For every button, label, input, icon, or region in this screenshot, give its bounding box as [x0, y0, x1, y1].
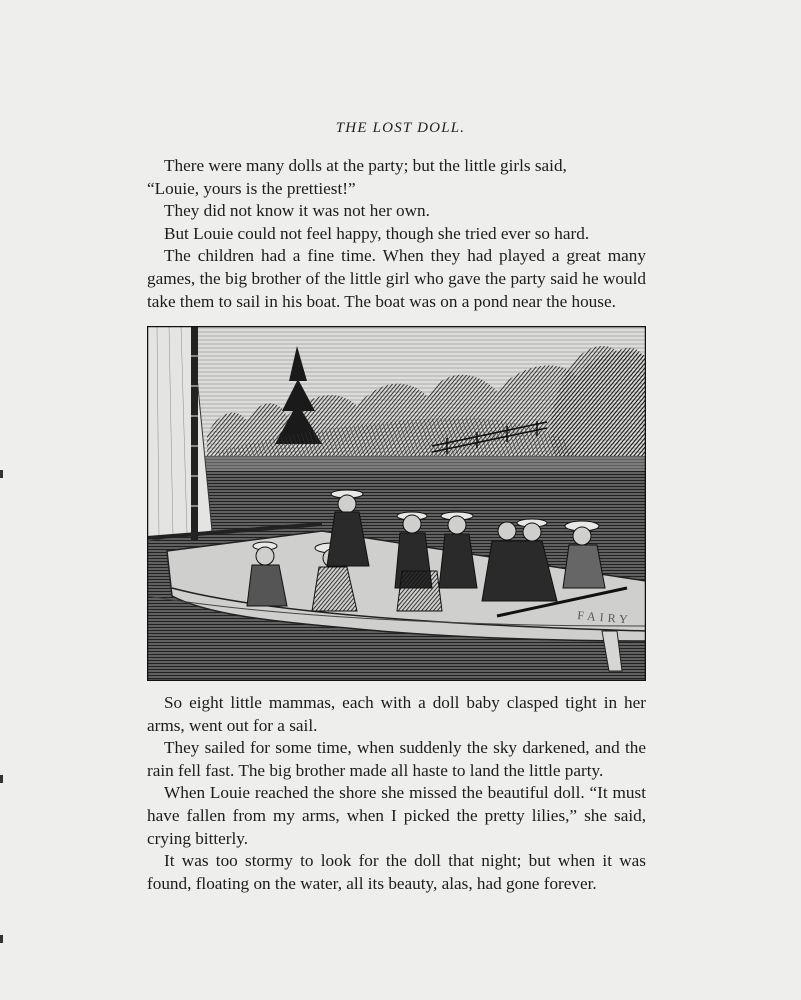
paragraph: It was too stormy to look for the doll that night; but when it was found, floating on the water, all its beauty, alas, had gone forever.: [147, 851, 646, 893]
mast: [191, 326, 198, 541]
boat-name: FAIRY: [576, 608, 633, 627]
top-text-block: [147, 155, 646, 313]
page-edge-mark: [0, 470, 3, 478]
page-edge-mark: [0, 775, 3, 783]
paragraph: But Louie could not feel happy, though she tried ever so hard.: [164, 223, 590, 243]
paragraph: So eight little mammas, each with a doll baby clasped tight in her arms, went out for a sail.: [147, 693, 646, 735]
paragraph: “Louie, yours is the prettiest!”: [147, 178, 356, 198]
paragraph: When Louie reached the shore she missed the beautiful doll. “It must have fallen from my arms, when I picked the pretty lilies,” she said, crying bitterly.: [147, 783, 646, 848]
page-edge-mark: [0, 935, 3, 943]
bottom-text-block: [147, 692, 646, 895]
running-head: THE LOST DOLL.: [335, 120, 466, 136]
paragraph: The children had a fine time. When they had played a great many games, the big brother of the little girl who gave the party said he would take them to sail in his boat. The boat was on a pond near the house.: [147, 246, 646, 311]
engraving-illustration: [147, 326, 646, 681]
paragraph: They did not know it was not her own.: [164, 201, 430, 221]
paragraph: They sailed for some time, when suddenly the sky darkened, and the rain fell fast. The big brother made all haste to land the little party.: [147, 738, 646, 780]
paragraph: There were many dolls at the party; but the little girls said,: [164, 156, 567, 175]
